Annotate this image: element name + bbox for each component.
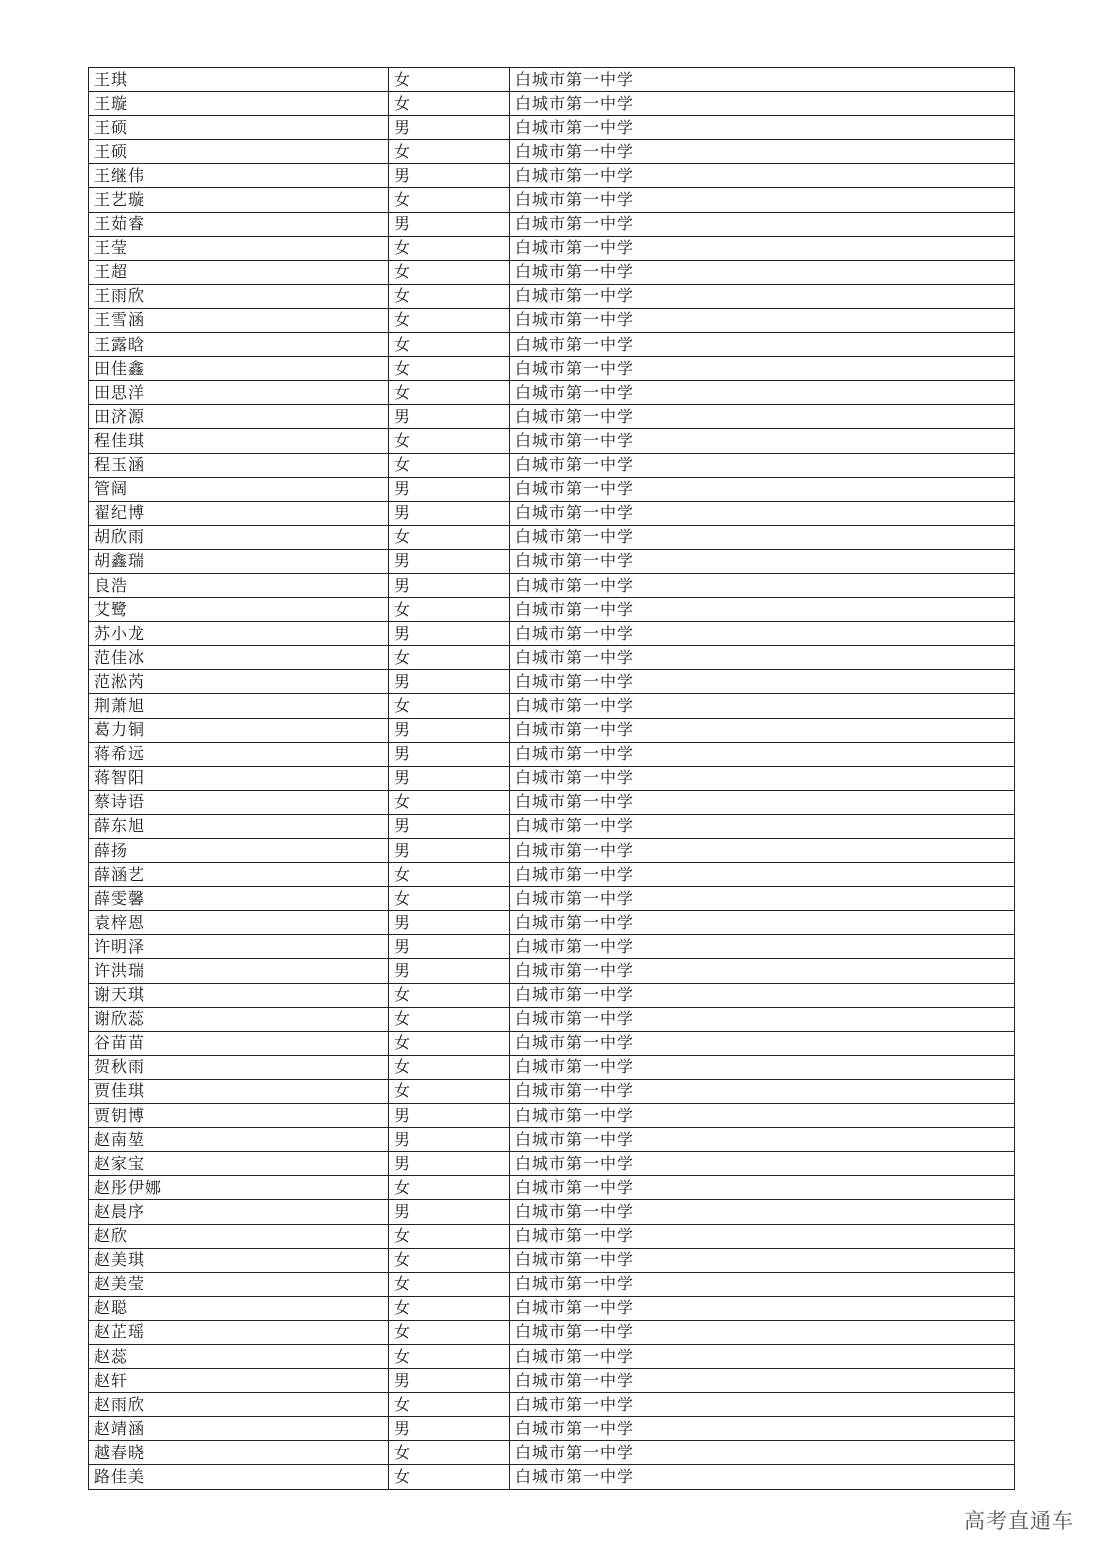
gender-cell: 女 <box>389 1031 510 1055</box>
gender-cell: 男 <box>389 573 510 597</box>
student-name-cell: 王璇 <box>89 92 389 116</box>
school-cell: 白城市第一中学 <box>510 863 1015 887</box>
student-name-cell: 赵雨欣 <box>89 1393 389 1417</box>
gender-cell: 男 <box>389 116 510 140</box>
student-name-cell: 赵家宝 <box>89 1152 389 1176</box>
table-row <box>89 814 1015 838</box>
table-row <box>89 598 1015 622</box>
school-cell: 白城市第一中学 <box>510 766 1015 790</box>
school-cell: 白城市第一中学 <box>510 212 1015 236</box>
gender-cell: 女 <box>389 525 510 549</box>
table-row <box>89 1104 1015 1128</box>
table-row <box>89 1031 1015 1055</box>
school-cell: 白城市第一中学 <box>510 1079 1015 1103</box>
school-cell: 白城市第一中学 <box>510 501 1015 525</box>
student-name-cell: 袁梓恩 <box>89 911 389 935</box>
student-name-cell: 葛力铜 <box>89 718 389 742</box>
gender-cell: 女 <box>389 983 510 1007</box>
student-name-cell: 苏小龙 <box>89 622 389 646</box>
gender-cell: 女 <box>389 1296 510 1320</box>
student-name-cell: 蒋希远 <box>89 742 389 766</box>
table-row <box>89 863 1015 887</box>
table-row <box>89 453 1015 477</box>
school-cell: 白城市第一中学 <box>510 1031 1015 1055</box>
student-name-cell: 蒋智阳 <box>89 766 389 790</box>
gender-cell: 男 <box>389 549 510 573</box>
student-name-cell: 程玉涵 <box>89 453 389 477</box>
watermark-text: 高考直通车 <box>964 1509 1074 1533</box>
gender-cell: 男 <box>389 766 510 790</box>
table-row <box>89 1200 1015 1224</box>
gender-cell: 女 <box>389 429 510 453</box>
school-cell: 白城市第一中学 <box>510 1248 1015 1272</box>
table-row <box>89 935 1015 959</box>
student-name-cell: 谷苗苗 <box>89 1031 389 1055</box>
table-row <box>89 1224 1015 1248</box>
school-cell: 白城市第一中学 <box>510 718 1015 742</box>
table-row <box>89 429 1015 453</box>
table-row <box>89 405 1015 429</box>
student-name-cell: 赵芷瑶 <box>89 1320 389 1344</box>
student-name-cell: 赵美莹 <box>89 1272 389 1296</box>
school-cell: 白城市第一中学 <box>510 405 1015 429</box>
school-cell: 白城市第一中学 <box>510 236 1015 260</box>
student-name-cell: 赵蕊 <box>89 1344 389 1368</box>
table-row <box>89 1152 1015 1176</box>
student-name-cell: 赵欣 <box>89 1224 389 1248</box>
table-row <box>89 790 1015 814</box>
roster-body <box>89 68 1015 1490</box>
gender-cell: 女 <box>389 357 510 381</box>
table-row <box>89 260 1015 284</box>
student-name-cell: 艾鹭 <box>89 598 389 622</box>
student-name-cell: 赵靖涵 <box>89 1417 389 1441</box>
school-cell: 白城市第一中学 <box>510 598 1015 622</box>
student-name-cell: 谢欣蕊 <box>89 1007 389 1031</box>
gender-cell: 男 <box>389 622 510 646</box>
gender-cell: 男 <box>389 814 510 838</box>
student-name-cell: 薛东旭 <box>89 814 389 838</box>
student-name-cell: 赵轩 <box>89 1369 389 1393</box>
table-row <box>89 742 1015 766</box>
gender-cell: 男 <box>389 959 510 983</box>
school-cell: 白城市第一中学 <box>510 742 1015 766</box>
school-cell: 白城市第一中学 <box>510 1152 1015 1176</box>
student-name-cell: 田佳鑫 <box>89 357 389 381</box>
student-name-cell: 谢天琪 <box>89 983 389 1007</box>
table-row <box>89 718 1015 742</box>
student-name-cell: 王继伟 <box>89 164 389 188</box>
student-name-cell: 赵南堃 <box>89 1128 389 1152</box>
student-roster-table <box>88 67 1015 1490</box>
gender-cell: 男 <box>389 477 510 501</box>
table-row <box>89 911 1015 935</box>
gender-cell: 女 <box>389 308 510 332</box>
student-name-cell: 薛涵艺 <box>89 863 389 887</box>
school-cell: 白城市第一中学 <box>510 1200 1015 1224</box>
school-cell: 白城市第一中学 <box>510 1007 1015 1031</box>
table-row <box>89 1441 1015 1465</box>
student-name-cell: 薛雯馨 <box>89 887 389 911</box>
table-row <box>89 1248 1015 1272</box>
gender-cell: 男 <box>389 1104 510 1128</box>
gender-cell: 男 <box>389 212 510 236</box>
table-row <box>89 381 1015 405</box>
gender-cell: 女 <box>389 863 510 887</box>
gender-cell: 女 <box>389 236 510 260</box>
table-row <box>89 308 1015 332</box>
gender-cell: 女 <box>389 1272 510 1296</box>
gender-cell: 女 <box>389 1079 510 1103</box>
table-row <box>89 140 1015 164</box>
gender-cell: 男 <box>389 935 510 959</box>
school-cell: 白城市第一中学 <box>510 839 1015 863</box>
student-name-cell: 程佳琪 <box>89 429 389 453</box>
gender-cell: 男 <box>389 1200 510 1224</box>
gender-cell: 女 <box>389 694 510 718</box>
table-row <box>89 670 1015 694</box>
student-name-cell: 许洪瑞 <box>89 959 389 983</box>
student-name-cell: 贾钥博 <box>89 1104 389 1128</box>
school-cell: 白城市第一中学 <box>510 1369 1015 1393</box>
table-row <box>89 1369 1015 1393</box>
school-cell: 白城市第一中学 <box>510 1320 1015 1344</box>
table-row <box>89 501 1015 525</box>
gender-cell: 女 <box>389 1224 510 1248</box>
table-row <box>89 1465 1015 1489</box>
gender-cell: 女 <box>389 381 510 405</box>
gender-cell: 男 <box>389 670 510 694</box>
school-cell: 白城市第一中学 <box>510 911 1015 935</box>
table-row <box>89 333 1015 357</box>
school-cell: 白城市第一中学 <box>510 790 1015 814</box>
school-cell: 白城市第一中学 <box>510 477 1015 501</box>
gender-cell: 男 <box>389 405 510 429</box>
school-cell: 白城市第一中学 <box>510 260 1015 284</box>
table-row <box>89 357 1015 381</box>
school-cell: 白城市第一中学 <box>510 357 1015 381</box>
gender-cell: 女 <box>389 453 510 477</box>
student-name-cell: 范佳冰 <box>89 646 389 670</box>
school-cell: 白城市第一中学 <box>510 646 1015 670</box>
student-name-cell: 赵彤伊娜 <box>89 1176 389 1200</box>
table-row <box>89 1320 1015 1344</box>
gender-cell: 男 <box>389 742 510 766</box>
student-name-cell: 越春晓 <box>89 1441 389 1465</box>
student-name-cell: 荆萧旭 <box>89 694 389 718</box>
student-name-cell: 王硕 <box>89 116 389 140</box>
table-row <box>89 573 1015 597</box>
table-row <box>89 1007 1015 1031</box>
school-cell: 白城市第一中学 <box>510 549 1015 573</box>
student-name-cell: 田济源 <box>89 405 389 429</box>
student-name-cell: 胡欣雨 <box>89 525 389 549</box>
table-row <box>89 839 1015 863</box>
school-cell: 白城市第一中学 <box>510 694 1015 718</box>
student-name-cell: 范淞芮 <box>89 670 389 694</box>
student-name-cell: 薛扬 <box>89 839 389 863</box>
table-row <box>89 766 1015 790</box>
table-row <box>89 477 1015 501</box>
gender-cell: 男 <box>389 164 510 188</box>
gender-cell: 男 <box>389 839 510 863</box>
gender-cell: 女 <box>389 1176 510 1200</box>
gender-cell: 女 <box>389 1344 510 1368</box>
school-cell: 白城市第一中学 <box>510 429 1015 453</box>
gender-cell: 女 <box>389 790 510 814</box>
student-name-cell: 田思洋 <box>89 381 389 405</box>
school-cell: 白城市第一中学 <box>510 164 1015 188</box>
school-cell: 白城市第一中学 <box>510 68 1015 92</box>
school-cell: 白城市第一中学 <box>510 1104 1015 1128</box>
school-cell: 白城市第一中学 <box>510 284 1015 308</box>
school-cell: 白城市第一中学 <box>510 1441 1015 1465</box>
table-row <box>89 1055 1015 1079</box>
student-name-cell: 赵晨序 <box>89 1200 389 1224</box>
table-row <box>89 212 1015 236</box>
school-cell: 白城市第一中学 <box>510 959 1015 983</box>
student-name-cell: 翟纪博 <box>89 501 389 525</box>
student-name-cell: 王莹 <box>89 236 389 260</box>
table-row <box>89 284 1015 308</box>
school-cell: 白城市第一中学 <box>510 670 1015 694</box>
table-row <box>89 188 1015 212</box>
table-row <box>89 694 1015 718</box>
gender-cell: 女 <box>389 598 510 622</box>
gender-cell: 女 <box>389 284 510 308</box>
student-name-cell: 路佳美 <box>89 1465 389 1489</box>
gender-cell: 男 <box>389 911 510 935</box>
table-row <box>89 1176 1015 1200</box>
gender-cell: 女 <box>389 333 510 357</box>
gender-cell: 男 <box>389 1417 510 1441</box>
gender-cell: 男 <box>389 718 510 742</box>
student-name-cell: 王雪涵 <box>89 308 389 332</box>
gender-cell: 女 <box>389 188 510 212</box>
table-row <box>89 646 1015 670</box>
table-row <box>89 1393 1015 1417</box>
school-cell: 白城市第一中学 <box>510 1393 1015 1417</box>
student-name-cell: 许明泽 <box>89 935 389 959</box>
gender-cell: 女 <box>389 1248 510 1272</box>
gender-cell: 女 <box>389 887 510 911</box>
school-cell: 白城市第一中学 <box>510 983 1015 1007</box>
student-name-cell: 王艺璇 <box>89 188 389 212</box>
gender-cell: 男 <box>389 1128 510 1152</box>
school-cell: 白城市第一中学 <box>510 381 1015 405</box>
table-row <box>89 1296 1015 1320</box>
gender-cell: 女 <box>389 1055 510 1079</box>
student-name-cell: 蔡诗语 <box>89 790 389 814</box>
gender-cell: 女 <box>389 68 510 92</box>
student-name-cell: 王露晗 <box>89 333 389 357</box>
school-cell: 白城市第一中学 <box>510 525 1015 549</box>
school-cell: 白城市第一中学 <box>510 1344 1015 1368</box>
student-name-cell: 赵美琪 <box>89 1248 389 1272</box>
gender-cell: 女 <box>389 1320 510 1344</box>
student-name-cell: 胡鑫瑞 <box>89 549 389 573</box>
school-cell: 白城市第一中学 <box>510 1224 1015 1248</box>
school-cell: 白城市第一中学 <box>510 333 1015 357</box>
table-row <box>89 116 1015 140</box>
school-cell: 白城市第一中学 <box>510 1176 1015 1200</box>
school-cell: 白城市第一中学 <box>510 140 1015 164</box>
table-row <box>89 1272 1015 1296</box>
table-row <box>89 1344 1015 1368</box>
school-cell: 白城市第一中学 <box>510 1465 1015 1489</box>
gender-cell: 女 <box>389 1441 510 1465</box>
student-name-cell: 良浩 <box>89 573 389 597</box>
school-cell: 白城市第一中学 <box>510 1417 1015 1441</box>
table-row <box>89 236 1015 260</box>
school-cell: 白城市第一中学 <box>510 453 1015 477</box>
school-cell: 白城市第一中学 <box>510 935 1015 959</box>
school-cell: 白城市第一中学 <box>510 573 1015 597</box>
table-row <box>89 549 1015 573</box>
table-row <box>89 92 1015 116</box>
school-cell: 白城市第一中学 <box>510 1055 1015 1079</box>
gender-cell: 男 <box>389 501 510 525</box>
school-cell: 白城市第一中学 <box>510 116 1015 140</box>
gender-cell: 男 <box>389 1369 510 1393</box>
school-cell: 白城市第一中学 <box>510 1128 1015 1152</box>
student-name-cell: 管阔 <box>89 477 389 501</box>
gender-cell: 女 <box>389 92 510 116</box>
table-row <box>89 959 1015 983</box>
table-row <box>89 164 1015 188</box>
table-row <box>89 887 1015 911</box>
table-row <box>89 1079 1015 1103</box>
school-cell: 白城市第一中学 <box>510 92 1015 116</box>
school-cell: 白城市第一中学 <box>510 814 1015 838</box>
table-row <box>89 68 1015 92</box>
student-name-cell: 王雨欣 <box>89 284 389 308</box>
school-cell: 白城市第一中学 <box>510 622 1015 646</box>
school-cell: 白城市第一中学 <box>510 188 1015 212</box>
table-row <box>89 1128 1015 1152</box>
gender-cell: 女 <box>389 1007 510 1031</box>
gender-cell: 女 <box>389 1465 510 1489</box>
school-cell: 白城市第一中学 <box>510 308 1015 332</box>
school-cell: 白城市第一中学 <box>510 1272 1015 1296</box>
table-row <box>89 1417 1015 1441</box>
gender-cell: 女 <box>389 260 510 284</box>
student-name-cell: 赵聪 <box>89 1296 389 1320</box>
student-name-cell: 贺秋雨 <box>89 1055 389 1079</box>
student-name-cell: 王硕 <box>89 140 389 164</box>
gender-cell: 女 <box>389 1393 510 1417</box>
student-name-cell: 贾佳琪 <box>89 1079 389 1103</box>
gender-cell: 男 <box>389 1152 510 1176</box>
student-name-cell: 王超 <box>89 260 389 284</box>
student-name-cell: 王茹睿 <box>89 212 389 236</box>
gender-cell: 女 <box>389 646 510 670</box>
table-row <box>89 983 1015 1007</box>
table-row <box>89 622 1015 646</box>
table-row <box>89 525 1015 549</box>
student-name-cell: 王琪 <box>89 68 389 92</box>
gender-cell: 女 <box>389 140 510 164</box>
school-cell: 白城市第一中学 <box>510 887 1015 911</box>
school-cell: 白城市第一中学 <box>510 1296 1015 1320</box>
